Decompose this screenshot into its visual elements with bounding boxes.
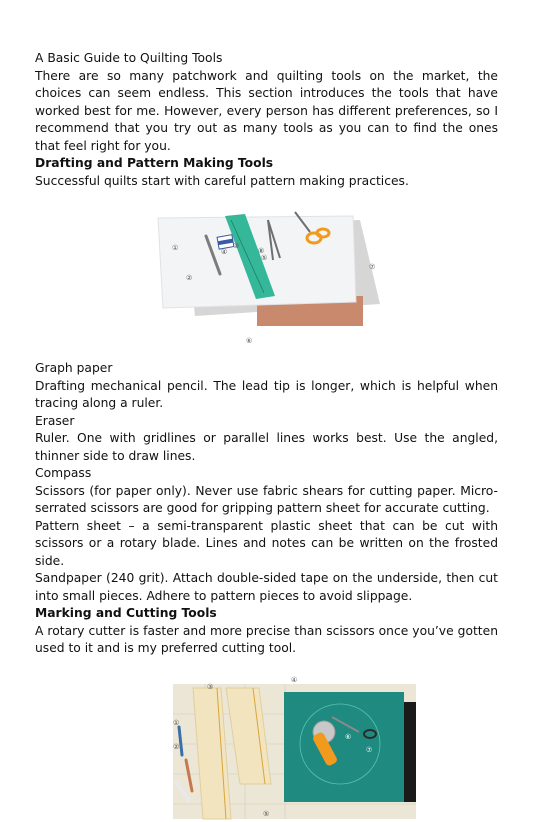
section-heading-drafting: Drafting and Pattern Making Tools — [35, 156, 274, 170]
marking-tools-illustration — [35, 674, 498, 822]
figure-number-1: ① — [173, 718, 180, 727]
figure-number-6: ⑥ — [345, 732, 352, 741]
rotating-mat-shape — [284, 692, 404, 802]
intro-paragraph: There are so many patchwork and quilting tools on the market, the choices can seem endless. This section introduces the tools that have worked best for me. However, every person has different preferences, so I recommend that you try out as many tools as you can to find the ones that feel right for you. — [35, 68, 498, 153]
figure-number-4: ④ — [291, 675, 298, 684]
tool-item-1: Graph paper — [35, 361, 113, 375]
figure-number-2: ② — [186, 274, 193, 282]
document-title: A Basic Guide to Quilting Tools — [35, 51, 223, 65]
section-lead-marking: A rotary cutter is faster and more precise than scissors once you’ve gotten used to it and is my preferred cutting tool. — [35, 623, 498, 655]
figure-number-3: ③ — [207, 682, 214, 691]
figure-number-7: ⑦ — [369, 263, 376, 271]
tool-item-3: Eraser — [35, 413, 75, 428]
figure-number-4: ④ — [221, 248, 228, 256]
figure-number-6: ⑥ — [246, 337, 253, 345]
document-page — [35, 50, 498, 822]
figure-number-5: ⑤ — [261, 254, 268, 262]
tool-item-4: Ruler. One with gridlines or parallel lines works best. Use the angled, thinner side to draw lines. — [35, 431, 498, 463]
marking-tools-photo — [35, 674, 498, 822]
tool-item-2: Drafting mechanical pencil. The lead tip is longer, which is helpful when tracing along a ruler. — [35, 378, 498, 410]
figure-number-5: ⑤ — [263, 809, 270, 818]
tool-item-5: Compass — [35, 466, 92, 480]
tool-item-6: Scissors (for paper only). Never use fabric shears for cutting paper. Micro-serrated scissors are good for gripping pattern sheet for accurate cutting. — [35, 483, 498, 515]
drafting-tools-photo — [35, 202, 498, 360]
drafting-tools-illustration — [35, 202, 498, 360]
figure-number-8: ⑧ — [258, 247, 265, 255]
section-heading-marking: Marking and Cutting Tools — [35, 606, 217, 620]
figure-number-7: ⑦ — [366, 745, 373, 754]
figure-number-3: ③ — [233, 242, 240, 250]
figure-number-2: ② — [173, 742, 180, 751]
tool-item-7: Pattern sheet – a semi-transparent plastic sheet that can be cut with scissors or a rotary blade. Lines and notes can be written on the frosted side. — [35, 518, 498, 568]
tool-item-8: Sandpaper (240 grit). Attach double-sided tape on the underside, then cut into small pieces. Adhere to pattern pieces to avoid slippage. — [35, 571, 498, 603]
figure-number-1: ① — [172, 244, 179, 252]
section-lead-drafting: Successful quilts start with careful pattern making practices. — [35, 173, 409, 188]
